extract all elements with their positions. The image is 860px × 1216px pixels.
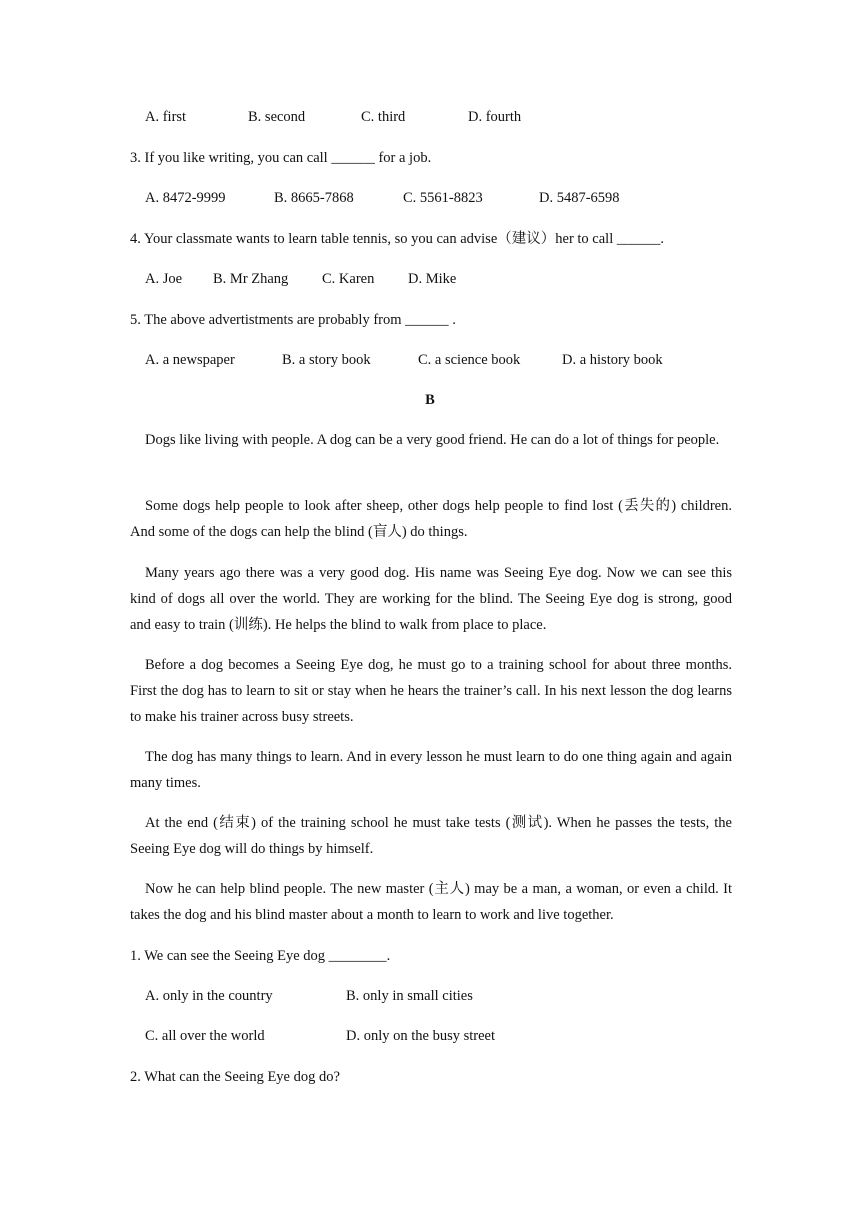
q3-option-b: B. 8665-7868 [274,190,354,206]
q4-option-b: B. Mr Zhang [213,271,289,287]
q2-option-c: C. third [361,109,406,125]
q4-option-d: D. Mike [408,271,457,287]
section-b-question-2: 2. What can the Seeing Eye dog do? [130,1069,340,1085]
passage-paragraph-1: Dogs like living with people. A dog can be a very good friend. He can do a lot of things for people. [145,432,720,448]
q5-option-c: C. a science book [418,352,521,368]
q3-option-d: D. 5487-6598 [539,190,620,206]
q2-option-a: A. first [145,109,187,125]
passage-paragraph-2: Some dogs help people to look after sheep, other dogs help people to find lost (丢失的) children. And some of the dogs can help the blind (盲人) do things. [130,498,732,540]
passage-paragraph-6: At the end (结束) of the training school he must take tests (测试). When he passes the tests, the Seeing Eye dog will do things by himself. [130,815,732,857]
question-3: 3. If you like writing, you can call ______ for a job. [130,150,432,166]
section-b-question-1: 1. We can see the Seeing Eye dog ________. [130,948,391,964]
b-q1-option-c: C. all over the world [145,1028,265,1044]
q5-option-b: B. a story book [282,352,371,368]
question-5: 5. The above advertistments are probably from ______ . [130,312,456,328]
q2-option-b: B. second [248,109,306,125]
b-q1-option-d: D. only on the busy street [346,1028,496,1044]
question-4: 4. Your classmate wants to learn table tennis, so you can advise（建议）her to call ______. [130,231,664,247]
b-q1-option-b: B. only in small cities [346,988,473,1004]
passage-paragraph-7: Now he can help blind people. The new master (主人) may be a man, a woman, or even a child. It takes the dog and his blind master about a month to learn to work and live together. [130,881,732,923]
q4-option-a: A. Joe [145,271,183,287]
passage-paragraph-4: Before a dog becomes a Seeing Eye dog, he must go to a training school for about three months. First the dog has to learn to sit or stay when he hears the trainer’s call. In his next lesson the dog learns to make his trainer across busy streets. [130,657,732,725]
q4-option-c: C. Karen [322,271,375,287]
passage-paragraph-5: The dog has many things to learn. And in every lesson he must learn to do one thing again and again many times. [130,749,732,791]
q5-option-d: D. a history book [562,352,663,368]
q3-option-a: A. 8472-9999 [145,190,226,206]
q3-option-c: C. 5561-8823 [403,190,483,206]
passage-paragraph-3: Many years ago there was a very good dog. His name was Seeing Eye dog. Now we can see this kind of dogs all over the world. They are working for the blind. The Seeing Eye dog is strong, good and easy to train (训练). He helps the blind to walk from place to place. [130,565,732,633]
q2-option-d: D. fourth [468,109,522,125]
section-b-title: B [425,392,435,408]
q5-option-a: A. a newspaper [145,352,235,368]
b-q1-option-a: A. only in the country [145,988,273,1004]
